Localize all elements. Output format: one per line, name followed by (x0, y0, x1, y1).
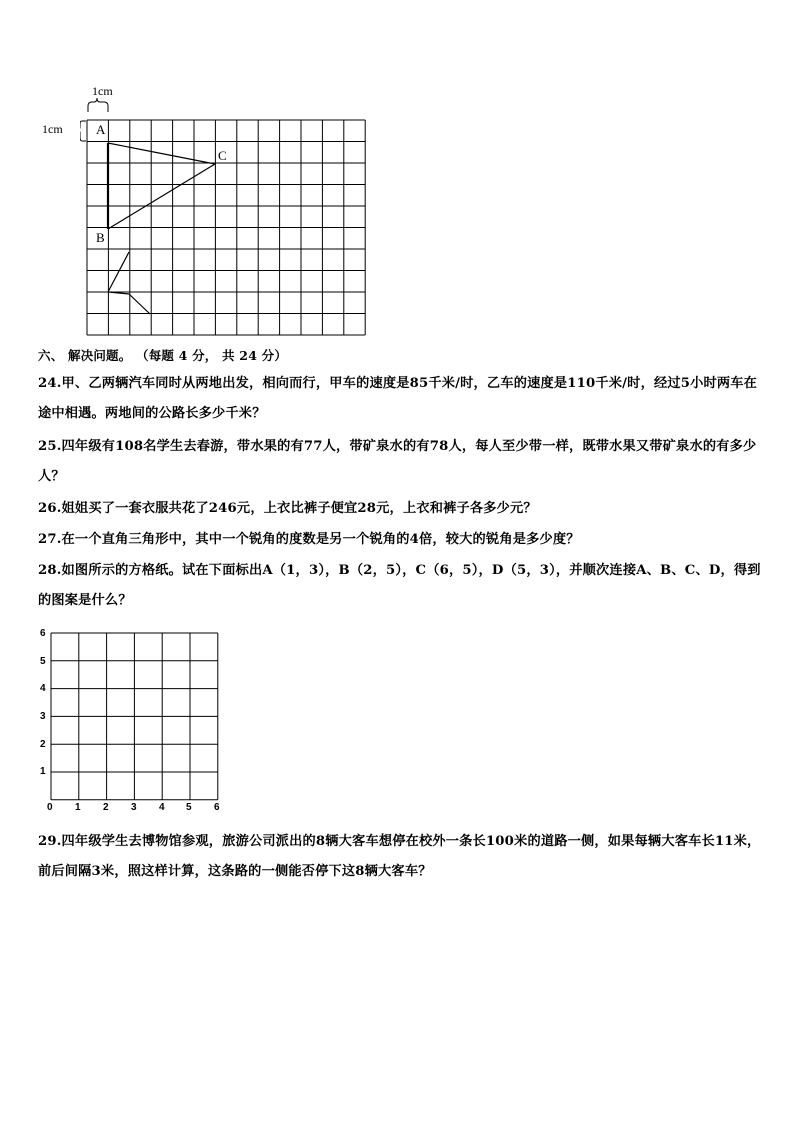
segment-bc (108, 164, 215, 229)
question-text: 四年级学生去博物馆参观，旅游公司派出的8辆大客车想停在校外一条长100米的道路一侧，如果每辆大客车长11米，前后间隔3米，照这样计算，这条路的一侧能否停下这8辆大客车？ (38, 834, 761, 879)
question-text: 姐姐买了一套衣服共花了246元，上衣比裤子便宜28元，上衣和裤子各多少元？ (61, 501, 537, 516)
question-29 (38, 827, 768, 887)
segment-ac (108, 143, 215, 164)
question-28 (38, 556, 768, 616)
scale-bracket-vertical (80, 121, 86, 141)
question-number: 26. (38, 501, 62, 516)
x-tick-2: 2 (103, 802, 109, 813)
question-number: 25. (38, 439, 62, 454)
y-tick-4: 4 (40, 683, 46, 694)
section-title: 六、 解决问题。 （每题 4 分， 共 24 分） (38, 348, 288, 363)
x-tick-3: 3 (131, 802, 137, 813)
y-tick-1: 1 (40, 766, 46, 777)
y-tick-6: 6 (40, 628, 46, 639)
coordinate-grid-svg (50, 632, 220, 802)
point-label-a: A (96, 122, 106, 137)
question-number: 29. (38, 834, 62, 849)
question-number: 24. (38, 376, 62, 391)
x-tick-6: 6 (214, 802, 220, 813)
point-label-c: C (218, 148, 227, 163)
question-text: 甲、乙两辆汽车同时从两地出发，相向而行，甲车的速度是85千米/时，乙车的速度是110千米/时，经过5小时两车在途中相遇。两地间的公路长多少千米？ (38, 376, 758, 421)
question-number: 28. (38, 563, 62, 578)
question-text: 四年级有108名学生去春游，带水果的有77人，带矿泉水的有78人，每人至少带一样，既带水果又带矿泉水的有多少人？ (38, 439, 757, 484)
x-tick-1: 1 (75, 802, 81, 813)
y-tick-5: 5 (40, 656, 46, 667)
x-tick-0: 0 (47, 802, 53, 813)
question-27 (38, 525, 768, 555)
scale-label-vertical: 1cm (42, 122, 63, 136)
question-24 (38, 369, 768, 429)
question-25 (38, 432, 768, 492)
scale-label-horizontal: 1cm (92, 84, 113, 98)
point-label-b: B (96, 230, 105, 245)
x-tick-4: 4 (159, 802, 165, 813)
shape-line-3 (129, 294, 150, 314)
top-grid (80, 80, 380, 342)
question-text: 如图所示的方格纸。试在下面标出A（1，3），B（2，5），C（6，5），D（5，3），并顺次连接A、B、C、D，得到的图案是什么？ (38, 563, 761, 608)
question-text: 在一个直角三角形中，其中一个锐角的度数是另一个锐角的4倍，较大的锐角是多少度？ (61, 532, 580, 547)
question-26 (38, 494, 768, 524)
scale-bracket-horizontal (88, 98, 108, 112)
question-number: 27. (38, 532, 62, 547)
y-tick-2: 2 (40, 739, 46, 750)
shape-line-1 (108, 252, 129, 292)
x-tick-5: 5 (186, 802, 192, 813)
y-tick-3: 3 (40, 711, 46, 722)
